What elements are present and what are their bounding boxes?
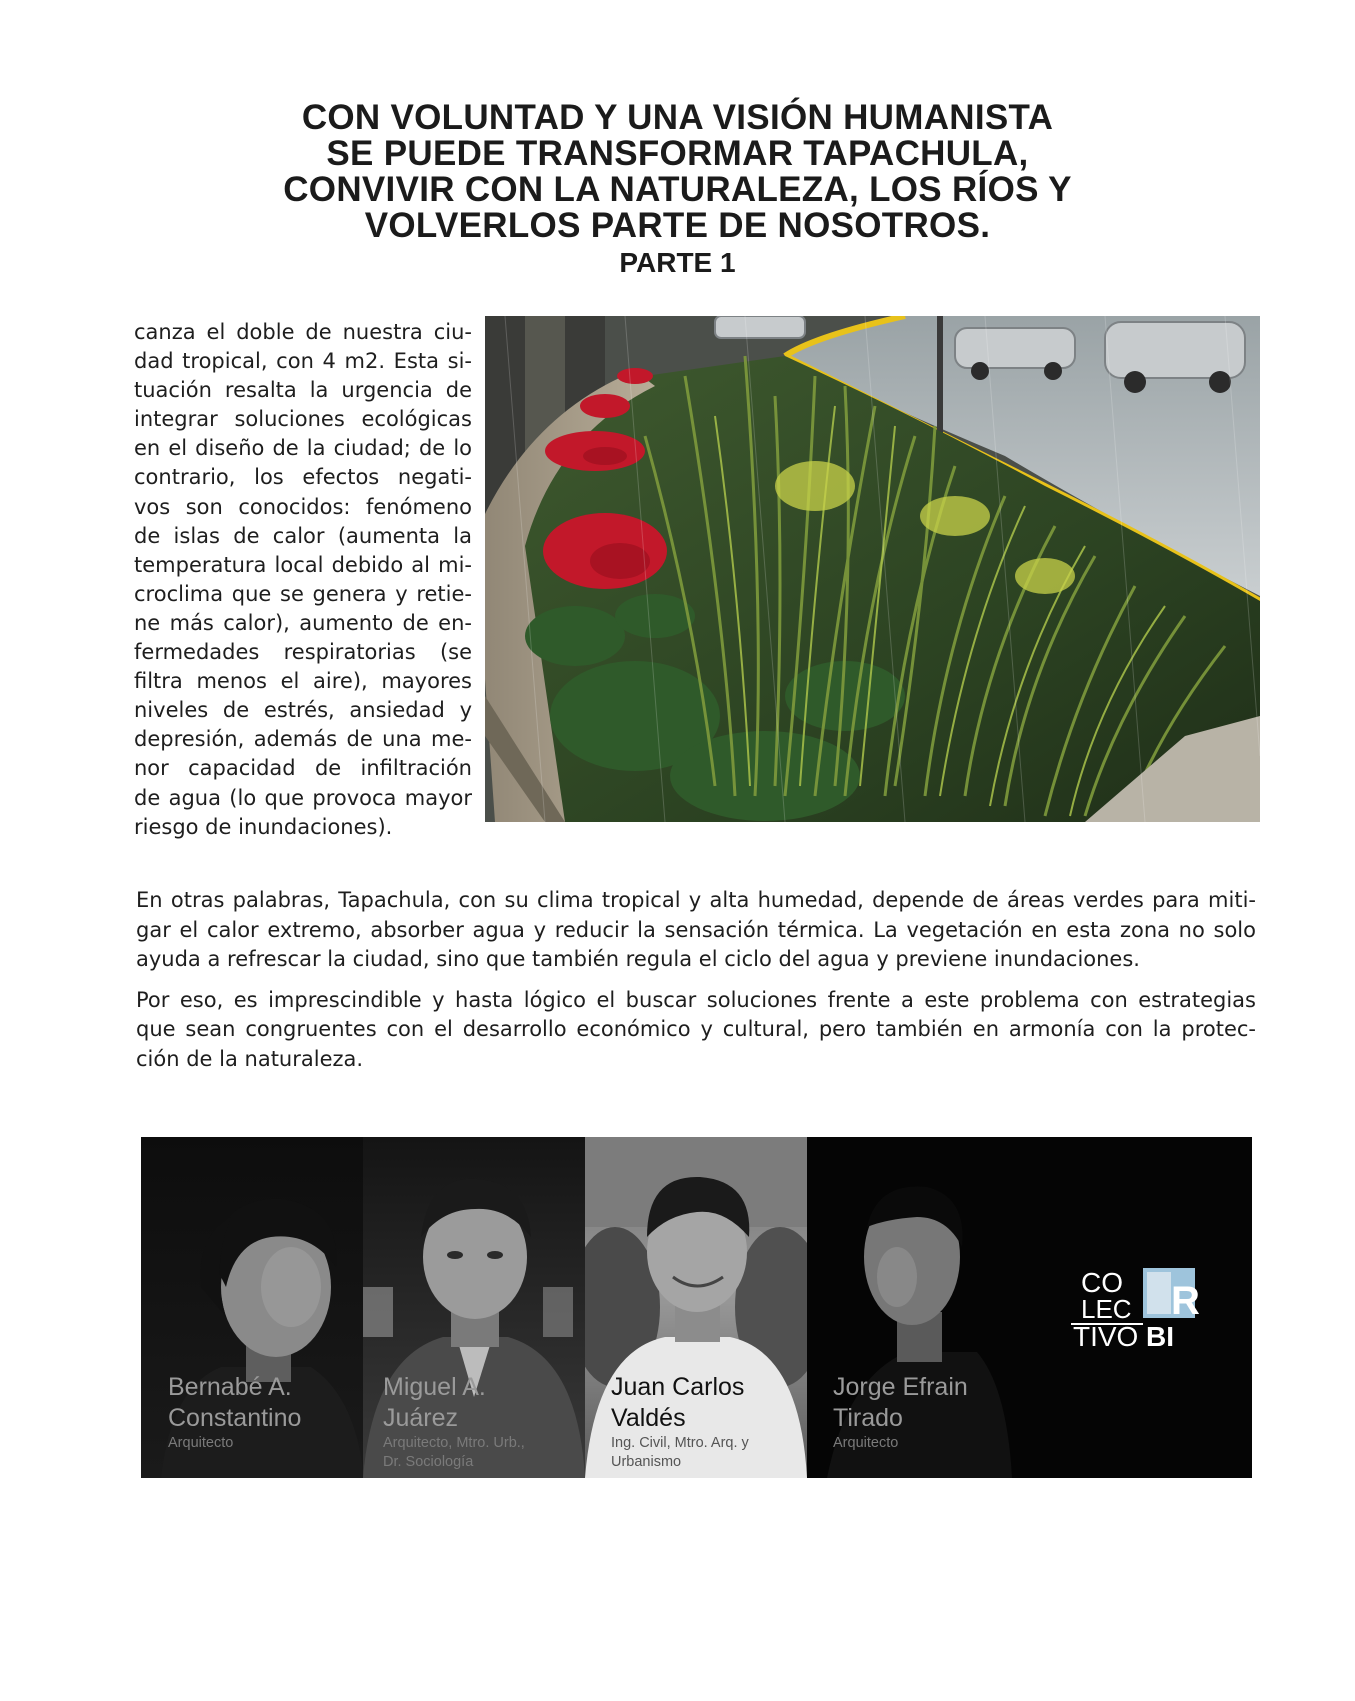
column-paragraph (134, 318, 472, 842)
text-line: ción de la naturaleza. (136, 1046, 364, 1071)
text-line: gar el calor extremo, absorber agua y reducir la sensación térmica. La vegetación en esta zona no solo (136, 917, 1256, 942)
author-role: Ing. Civil, Mtro. Arq. y Urbanismo (611, 1435, 749, 1470)
author-name: Juan Carlos Valdés (611, 1373, 745, 1432)
author-name: Bernabé A. Constantino (168, 1373, 302, 1432)
text-line: filtra menos el aire), mayores (134, 669, 472, 694)
author-panel (585, 1137, 807, 1478)
logo-text: LEC (1081, 1294, 1132, 1324)
text-line: nor capacidad de infiltración (134, 756, 472, 781)
text-line: depresión, además de una me- (134, 727, 472, 752)
text-line: de islas de calor (aumenta la (134, 523, 472, 548)
text-line: canza el doble de nuestra ciu- (134, 320, 472, 344)
title-line: CONVIVIR CON LA NATURALEZA, LOS RÍOS Y (283, 170, 1072, 209)
logo-text: R (1171, 1279, 1200, 1323)
logo-text: BI (1146, 1321, 1174, 1352)
text-line: vos son conocidos: fenómeno (134, 494, 472, 519)
text-line: En otras palabras, Tapachula, con su clima tropical y alta humedad, depende de áreas verdes para miti- (136, 888, 1256, 912)
title-line: SE PUEDE TRANSFORMAR TAPACHULA, (326, 134, 1029, 173)
author-name: Jorge Efrain Tirado (833, 1373, 968, 1432)
author-panel (141, 1137, 364, 1478)
author-role: Arquitecto, Mtro. Urb., Dr. Sociología (383, 1435, 525, 1470)
text-line: ayuda a refrescar la ciudad, sino que también regula el ciclo del agua y previene inundaciones. (136, 947, 1140, 971)
text-line: croclima que se genera y retie- (134, 581, 472, 606)
text-line: integrar soluciones ecológicas (134, 407, 472, 432)
title-line: CON VOLUNTAD Y UNA VISIÓN HUMANISTA (301, 98, 1054, 137)
author-role: Arquitecto (833, 1435, 899, 1451)
author-panel (363, 1137, 585, 1478)
article-header (250, 100, 1105, 280)
text-line: tuación resalta la urgencia de (134, 378, 472, 403)
logo-text: CO (1081, 1267, 1123, 1298)
text-line: temperatura local debido al mi- (134, 552, 472, 577)
colectivo-logo (1071, 1262, 1211, 1357)
text-line: en el diseño de la ciudad; de lo (134, 436, 472, 461)
text-line: Por eso, es imprescindible y hasta lógico el buscar soluciones frente a este problema con estrategias (136, 987, 1256, 1012)
paragraph (136, 886, 1256, 975)
text-line: ne más calor), aumento de en- (134, 610, 472, 635)
rain-garden-illustration (485, 316, 1260, 822)
text-line: que sean congruentes con el desarrollo económico y cultural, pero también en armonía con la protec- (136, 1017, 1256, 1041)
text-line: contrario, los efectos negati- (134, 465, 472, 490)
text-line: de agua (lo que provoca mayor (134, 785, 472, 810)
text-line: niveles de estrés, ansiedad y (134, 698, 472, 723)
body-paragraphs (136, 886, 1256, 1085)
author-name: Miguel A. Juárez (383, 1373, 486, 1432)
rain-garden-photo (485, 316, 1260, 822)
text-line: dad tropical, con 4 m2. Esta si- (134, 349, 472, 374)
title-line: VOLVERLOS PARTE DE NOSOTROS. (364, 206, 991, 245)
text-line: fermedades respiratorias (se (134, 640, 472, 665)
logo-text: TIVO (1073, 1321, 1139, 1352)
author-role: Arquitecto (168, 1435, 234, 1451)
authors-banner (141, 1137, 1252, 1478)
text-line: riesgo de inundaciones). (134, 814, 393, 839)
article-subtitle: PARTE 1 (619, 247, 736, 278)
paragraph (136, 986, 1256, 1075)
